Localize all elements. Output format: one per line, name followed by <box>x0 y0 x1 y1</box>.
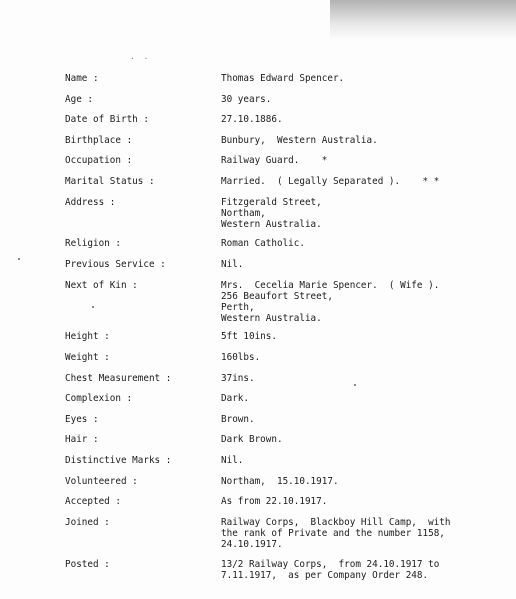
field-label: Name : <box>65 73 99 84</box>
field-value <box>221 280 511 324</box>
field-value-line: Northam, 15.10.1917. <box>221 476 339 487</box>
field-value <box>221 155 511 166</box>
field-value-line: Nil. <box>221 455 244 466</box>
field-label: Previous Service : <box>65 259 166 270</box>
field-value-line: 5ft 10ins. <box>221 331 277 342</box>
field-value-line: 30 years. <box>221 94 272 105</box>
field-value-line: Mrs. Cecelia Marie Spencer. ( Wife ). <box>221 280 440 291</box>
field-value-line: Railway Guard. * <box>221 155 328 166</box>
field-label: Eyes : <box>65 414 99 425</box>
field-value <box>221 496 511 507</box>
field-value <box>221 331 511 342</box>
field-label: Date of Birth : <box>65 114 149 125</box>
scan-speck <box>18 258 20 260</box>
field-value-line: Roman Catholic. <box>221 238 305 249</box>
field-value <box>221 135 511 146</box>
field-value-line: 37ins. <box>221 373 255 384</box>
field-value <box>221 373 511 384</box>
field-value-line: the rank of Private and the number 1158, <box>221 528 445 539</box>
field-value-line: Northam, <box>221 208 266 219</box>
field-label: Hair : <box>65 434 99 445</box>
field-label: Accepted : <box>65 496 121 507</box>
scan-speck <box>92 306 94 308</box>
field-label: Joined : <box>65 517 110 528</box>
field-value-line: Thomas Edward Spencer. <box>221 73 345 84</box>
field-value-line: Fitzgerald Street, <box>221 197 322 208</box>
field-value <box>221 455 511 466</box>
field-value-line: 7.11.1917, as per Company Order 248. <box>221 570 429 581</box>
field-value-line: Brown. <box>221 414 255 425</box>
field-label: Distinctive Marks : <box>65 455 172 466</box>
field-value-line: Western Australia. <box>221 219 322 230</box>
field-value <box>221 197 511 230</box>
field-value-line: As from 22.10.1917. <box>221 496 328 507</box>
scan-speck <box>354 384 356 386</box>
field-label: Age : <box>65 94 93 105</box>
field-value <box>221 259 511 270</box>
field-value <box>221 517 511 550</box>
field-label: Occupation : <box>65 155 133 166</box>
field-label: Weight : <box>65 352 110 363</box>
field-value <box>221 434 511 445</box>
field-label: Marital Status : <box>65 176 155 187</box>
field-value-line: 24.10.1917. <box>221 539 283 550</box>
field-label: Volunteered : <box>65 476 138 487</box>
field-value-line: 13/2 Railway Corps, from 24.10.1917 to <box>221 559 440 570</box>
field-value-line: 160lbs. <box>221 352 261 363</box>
field-value <box>221 73 511 84</box>
field-value <box>221 352 511 363</box>
field-value <box>221 94 511 105</box>
field-value-line: Railway Corps, Blackboy Hill Camp, with <box>221 517 451 528</box>
scan-dots: · · <box>130 54 151 63</box>
field-value-line: Nil. <box>221 259 244 270</box>
field-label: Birthplace : <box>65 135 133 146</box>
field-value-line: Married. ( Legally Separated ). * * <box>221 176 440 187</box>
field-value-line: 256 Beaufort Street, <box>221 291 333 302</box>
field-value <box>221 393 511 404</box>
field-label: Chest Measurement : <box>65 373 172 384</box>
field-label: Complexion : <box>65 393 133 404</box>
field-value <box>221 414 511 425</box>
field-value <box>221 176 511 187</box>
field-label: Height : <box>65 331 110 342</box>
field-label: Address : <box>65 197 116 208</box>
field-value-line: Perth, <box>221 302 255 313</box>
field-value-line: 27.10.1886. <box>221 114 283 125</box>
field-value-line: Bunbury, Western Australia. <box>221 135 378 146</box>
field-label: Religion : <box>65 238 121 249</box>
field-label: Posted : <box>65 559 110 570</box>
field-value-line: Dark Brown. <box>221 434 283 445</box>
field-label: Next of Kin : <box>65 280 138 291</box>
field-value <box>221 559 511 581</box>
scan-smudge <box>330 0 516 40</box>
field-value-line: Dark. <box>221 393 249 404</box>
field-value <box>221 476 511 487</box>
field-value <box>221 114 511 125</box>
field-value <box>221 238 511 249</box>
field-value-line: Western Australia. <box>221 313 322 324</box>
